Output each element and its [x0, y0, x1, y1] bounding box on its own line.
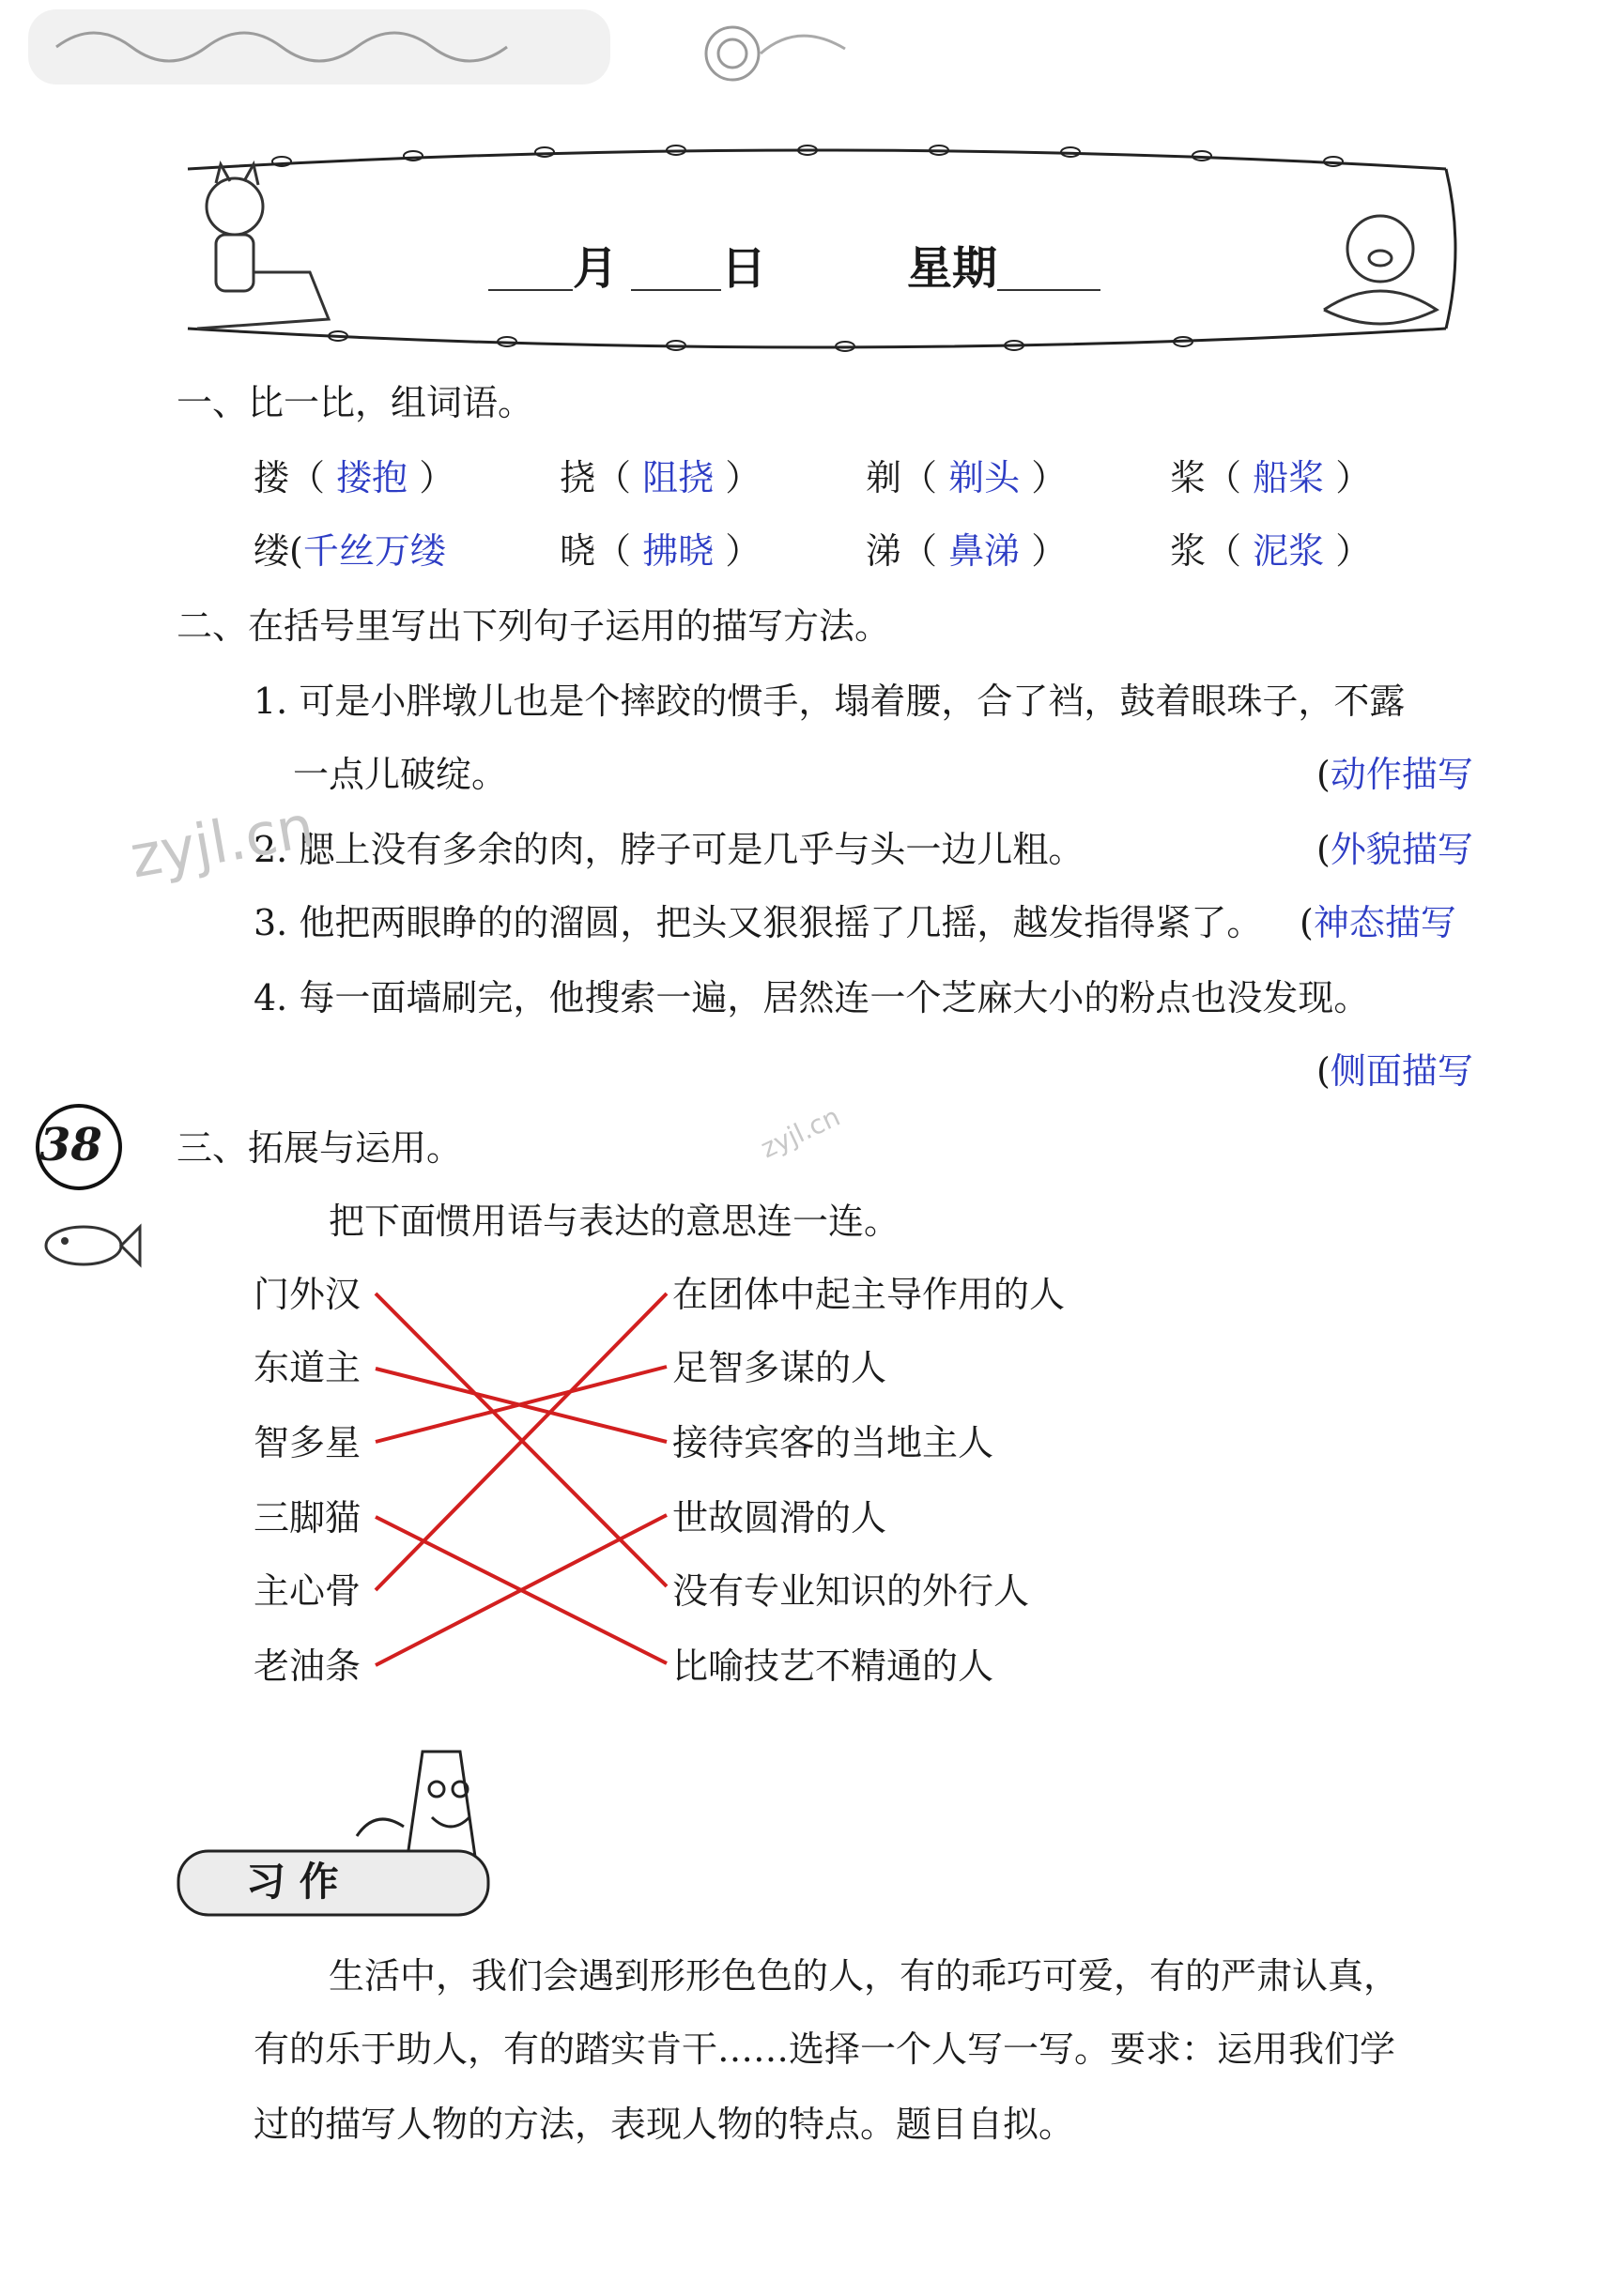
word-pair: 桨（ 船桨 ）: [1170, 457, 1372, 498]
sentence-2: 2. 腮上没有多余的肉，脖子可是几乎与头一边儿粗。: [254, 829, 1085, 870]
meaning-right-3: 接待宾客的当地主人: [672, 1422, 994, 1463]
page-number: 38: [39, 1119, 102, 1171]
word-pair: 涕（ 鼻涕 ）: [866, 530, 1068, 572]
answer-text: 外貌描写: [1330, 829, 1473, 870]
sentence-1-line-1: 1. 可是小胖墩儿也是个摔跤的惯手，塌着腰，合了裆，鼓着眼珠子，不露: [254, 681, 1406, 722]
word-pair: 晓（ 拂晓 ）: [560, 530, 762, 572]
answer-text: 侧面描写: [1330, 1050, 1473, 1092]
section3-instruction: 把下面惯用语与表达的意思连一连。: [329, 1201, 900, 1242]
answer-bracket-1: (动作描写: [1316, 754, 1473, 795]
answer-text: 拂晓: [642, 530, 715, 572]
word-pair: 搂（ 搂抱 ）: [254, 457, 455, 498]
idiom-left-4: 三脚猫: [254, 1497, 362, 1538]
word-pair: 浆（ 泥浆 ）: [1170, 530, 1372, 572]
meaning-right-6: 比喻技艺不精通的人: [672, 1645, 994, 1687]
meaning-right-1: 在团体中起主导作用的人: [672, 1274, 1066, 1315]
composition-line-3: 过的描写人物的方法，表现人物的特点。题目自拟。: [254, 2104, 1075, 2145]
watermark: zyjl.cn: [756, 1100, 845, 1165]
meaning-right-2: 足智多谋的人: [672, 1347, 887, 1388]
answer-bracket-4: (侧面描写: [1316, 1050, 1473, 1092]
answer-text: 动作描写: [1330, 754, 1473, 795]
answer-text: 泥浆: [1253, 530, 1325, 572]
answer-bracket-3: (神态描写: [1300, 902, 1456, 943]
section1-title: 一、比一比，组词语。: [177, 382, 534, 423]
word-pair: 缕(千丝万缕: [254, 530, 446, 572]
meaning-right-4: 世故圆滑的人: [672, 1497, 887, 1538]
sentence-1-line-2: 一点儿破绽。: [293, 754, 508, 795]
answer-text: 搂抱: [336, 457, 408, 498]
word-pair: 挠（ 阻挠 ）: [560, 457, 762, 498]
answer-text: 鼻涕: [948, 530, 1021, 572]
meaning-right-5: 没有专业知识的外行人: [672, 1570, 1030, 1612]
date-day-field[interactable]: 日: [631, 246, 766, 291]
answer-text: 神态描写: [1313, 902, 1456, 943]
date-month-field[interactable]: 月: [488, 246, 618, 291]
answer-text: 千丝万缕: [302, 530, 446, 572]
date-weekday-field[interactable]: 星期: [907, 246, 1100, 291]
sentence-3: 3. 他把两眼睁的的溜圆，把头又狠狠摇了几摇，越发指得紧了。: [254, 902, 1263, 943]
composition-line-1: 生活中，我们会遇到形形色色的人，有的乖巧可爱，有的严肃认真，: [329, 1955, 1400, 1997]
watermark: zyjl.cn: [125, 791, 319, 892]
section2-title: 二、在括号里写出下列句子运用的描写方法。: [177, 605, 891, 647]
composition-line-2: 有的乐于助人，有的踏实肯干……选择一个人写一写。要求：运用我们学: [254, 2028, 1396, 2070]
idiom-left-5: 主心骨: [254, 1570, 362, 1612]
answer-text: 船桨: [1253, 457, 1325, 498]
composition-title: 习 作: [246, 1859, 339, 1905]
answer-text: 阻挠: [642, 457, 715, 498]
idiom-left-6: 老油条: [254, 1645, 362, 1687]
word-pair: 剃（ 剃头 ）: [866, 457, 1068, 498]
sentence-4: 4. 每一面墙刷完，他搜索一遍，居然连一个芝麻大小的粉点也没发现。: [254, 977, 1370, 1018]
idiom-left-1: 门外汉: [254, 1274, 362, 1315]
answer-bracket-2: (外貌描写: [1316, 829, 1473, 870]
answer-text: 剃头: [948, 457, 1021, 498]
idiom-left-3: 智多星: [254, 1422, 362, 1463]
idiom-left-2: 东道主: [254, 1347, 362, 1388]
section3-title: 三、拓展与运用。: [177, 1127, 463, 1169]
